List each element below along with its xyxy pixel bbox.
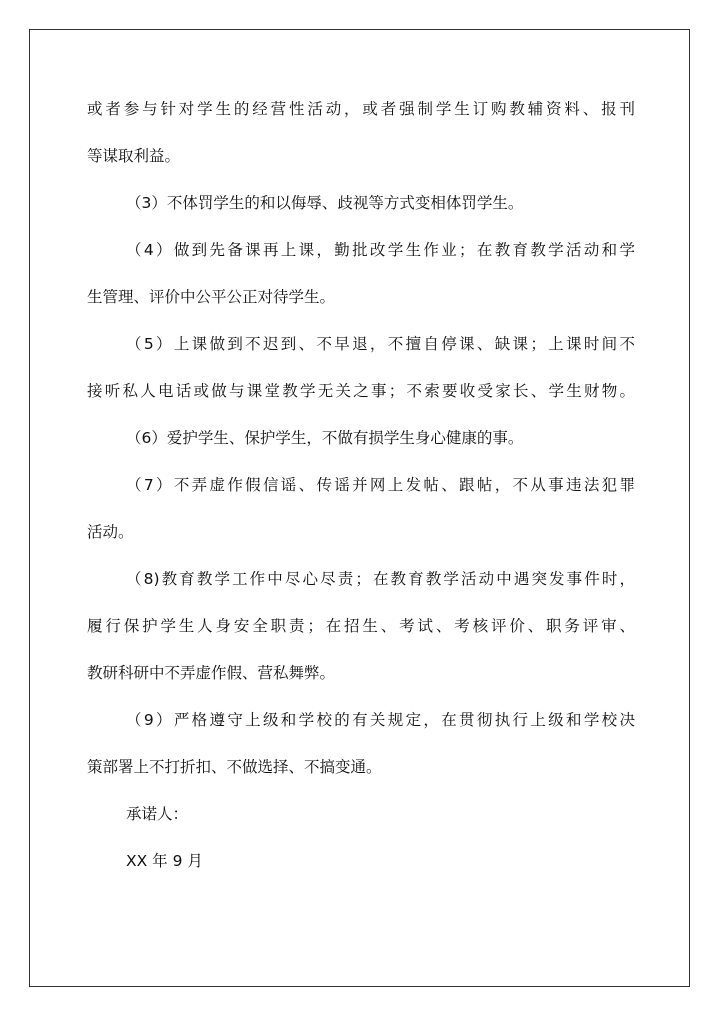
clause-6: （6）爱护学生、保护学生，不做有损学生身心健康的事。 <box>126 429 524 447</box>
clause-8: （8)教育教学工作中尽心尽责；在教育教学活动中遇突发事件时， <box>126 570 635 588</box>
clause-3: （3）不体罚学生的和以侮辱、歧视等方式变相体罚学生。 <box>126 194 524 212</box>
signatory-label: 承诺人： <box>126 805 189 823</box>
text-line: 活动。 <box>87 523 134 541</box>
clause-4: （4）做到先备课再上课，勤批改学生作业；在教育教学活动和学 <box>126 241 635 259</box>
clause-5: （5）上课做到不迟到、不早退，不擅自停课、缺课；上课时间不 <box>126 335 635 353</box>
text-line: 或者参与针对学生的经营性活动，或者强制学生订购教辅资料、报刊 <box>87 100 635 118</box>
clause-7: （7）不弄虚作假信谣、传谣并网上发帖、跟帖，不从事违法犯罪 <box>126 476 635 494</box>
text-line: 生管理、评价中公平公正对待学生。 <box>87 288 336 306</box>
text-line: 等谋取利益。 <box>87 147 181 165</box>
signing-date: XX 年 9 月 <box>126 852 203 870</box>
text-line: 履行保护学生人身安全职责；在招生、考试、考核评价、职务评审、 <box>87 617 635 635</box>
document-body <box>87 92 635 891</box>
text-line: 教研科研中不弄虚作假、营私舞弊。 <box>87 664 336 682</box>
text-line: 策部署上不打折扣、不做选择、不搞变通。 <box>87 758 382 776</box>
text-line: 接听私人电话或做与课堂教学无关之事；不索要收受家长、学生财物。 <box>87 382 635 400</box>
clause-9: （9）严格遵守上级和学校的有关规定，在贯彻执行上级和学校决 <box>126 711 635 729</box>
